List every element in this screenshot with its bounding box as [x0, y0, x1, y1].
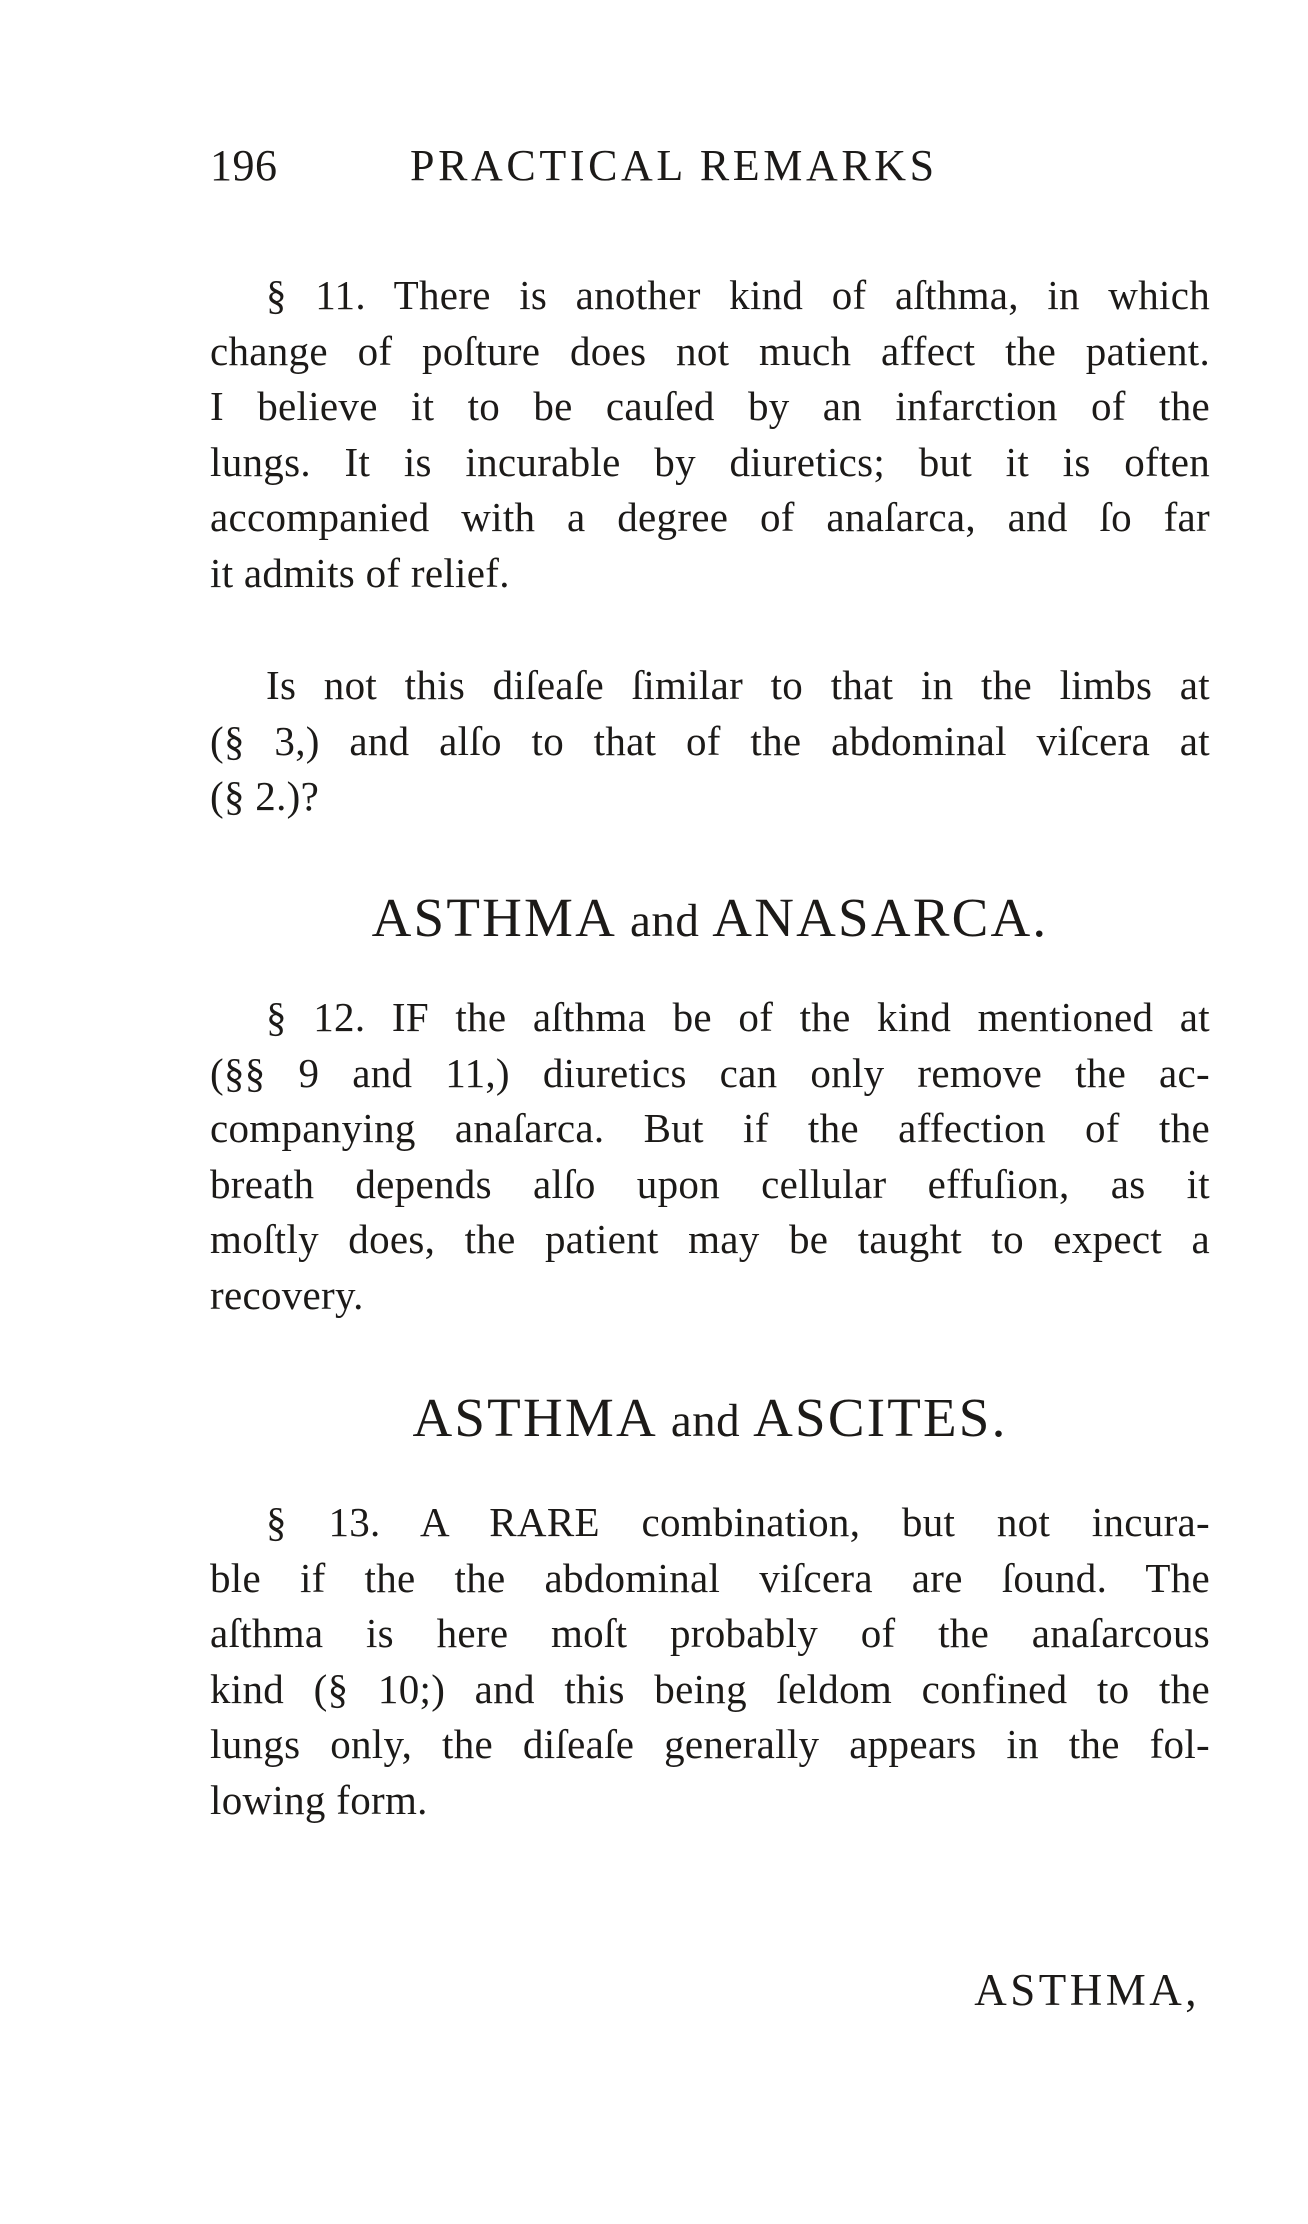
- heading-word: ASTHMA: [412, 1387, 655, 1448]
- text-line: § 11. There is another kind of aſthma, in which: [266, 272, 1210, 318]
- text-line: lungs. It is incurable by diuretics; but it is often: [210, 438, 1210, 485]
- heading-word: and: [670, 1395, 741, 1447]
- page-number: 196: [210, 141, 278, 190]
- paragraph-section-11: [210, 268, 1210, 601]
- running-head: [210, 136, 1090, 196]
- text-line: recovery.: [210, 1271, 364, 1318]
- text-line: moſtly does, the patient may be taught to expect a: [210, 1216, 1210, 1262]
- text-line: kind (§ 10;) and this being ſeldom confined to the: [210, 1665, 1210, 1712]
- text-line: I believe it to be cauſed by an infarction of the: [210, 383, 1210, 429]
- text-line: breath depends alſo upon cellular effuſion, as it: [210, 1160, 1210, 1207]
- text-line: (§ 3,) and alſo to that of the abdominal viſcera at: [210, 717, 1210, 764]
- text-line: (§ 2.)?: [210, 773, 320, 819]
- text-line: § 13. A RARE combination, but not incura-: [266, 1499, 1210, 1545]
- paragraph-question: [210, 658, 1210, 825]
- text-line: Is not this diſeaſe ſimilar to that in the limbs at: [266, 662, 1210, 708]
- running-title: PRACTICAL REMARKS: [410, 141, 938, 190]
- text-line: lowing form.: [210, 1776, 428, 1823]
- text-line: aſthma is here moſt probably of the anaſarcous: [210, 1610, 1210, 1656]
- text-line: § 12. IF the aſthma be of the kind mentioned at: [266, 994, 1210, 1040]
- section-heading-asthma-ascites: [210, 1383, 1210, 1456]
- text-line: (§§ 9 and 11,) diuretics can only remove the ac-: [210, 1049, 1210, 1096]
- text-line: accompanied with a degree of anaſarca, and ſo far: [210, 494, 1210, 540]
- text-line: it admits of relief.: [210, 549, 510, 596]
- text-line: change of poſture does not much affect the patient.: [210, 327, 1210, 374]
- heading-word: ASTHMA: [371, 887, 615, 948]
- heading-word: and: [629, 895, 700, 947]
- paragraph-section-13: [210, 1495, 1210, 1828]
- text-line: ble if the the abdominal viſcera are ſound. The: [210, 1554, 1210, 1601]
- section-heading-asthma-anasarca: [210, 883, 1210, 956]
- heading-word: ANASARCA.: [712, 887, 1049, 948]
- paragraph-section-12: [210, 990, 1210, 1323]
- text-line: lungs only, the diſeaſe generally appears in the fol-: [210, 1721, 1210, 1767]
- text-line: companying anaſarca. But if the affection of the: [210, 1105, 1210, 1151]
- heading-word: ASCITES.: [753, 1387, 1008, 1448]
- catchword: ASTHMA,: [974, 1965, 1200, 2015]
